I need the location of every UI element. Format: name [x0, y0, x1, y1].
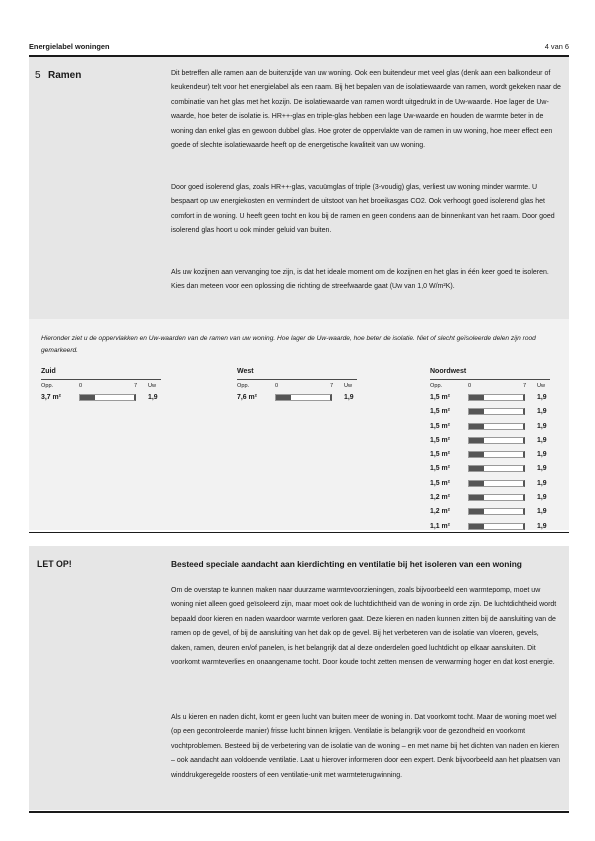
window-row [430, 406, 560, 420]
table-intro: Hieronder ziet u de oppervlakken en Uw-waarden van de ramen van uw woning. Hoe lager de Uw-waarde, hoe beter de isolatie. Niet of slecht geïsoleerde delen zijn rood gemarkeerd. [41, 335, 536, 354]
uw-bar-fill [469, 495, 484, 500]
window-area: 1,2 m² [430, 494, 450, 502]
orientation-column-zuid [41, 368, 171, 406]
page-header [29, 42, 569, 54]
uw-value: 1,9 [537, 508, 547, 516]
scale-min: 0 [468, 383, 472, 389]
uw-bar [275, 394, 332, 401]
window-area: 1,5 m² [430, 394, 450, 401]
orientation-column-west [237, 368, 367, 406]
uw-bar-fill [469, 524, 484, 529]
orientation-name: West [237, 368, 254, 375]
paragraph: Dit betreffen alle ramen aan de buitenzijde van uw woning. Ook een buitendeur met veel glas (denk aan een balkondeur of keukendeur) telt voor het energielabel als een raam. Bij het bepalen van de isolatiewaarde van ramen, wordt gekeken naar de combinatie van het glas met het kozijn. De isolatiewaarde van ramen wordt uitgedrukt in de Uw-waarde. Hoe lager de Uw-waarde, hoe beter de isolatie is. HR++-glas en triple-glas hebben een lage Uw-waarde en houden de warmte beter in de woning dan enkel glas en gewoon dubbel glas. Hoe groter de oppervlakte van de ramen in uw woning, hoe meer effect een goede of slechte isolatiewaarde heeft op de energetische kwaliteit van uw woning. [171, 70, 561, 150]
scale-label-uw: Uw [148, 383, 157, 389]
uw-bar [468, 494, 525, 501]
scale-header [41, 380, 171, 392]
window-area: 3,7 m² [41, 394, 61, 401]
window-area: 1,5 m² [430, 465, 450, 473]
window-row [430, 492, 560, 506]
notice-heading: Besteed speciale aandacht aan kierdichting en ventilatie bij het isoleren van een woning [171, 559, 522, 569]
uw-bar [79, 394, 136, 401]
scale-max: 7 [134, 383, 138, 389]
window-area: 1,5 m² [430, 408, 450, 416]
uw-value: 1,9 [537, 422, 547, 430]
scale-max: 7 [523, 383, 527, 389]
table-bottom-rule [29, 532, 569, 533]
uw-bar [468, 437, 525, 444]
uw-bar-fill [469, 395, 484, 400]
paragraph: Om de overstap te kunnen maken naar duurzame warmtevoorzieningen, zoals bijvoorbeeld een warmtepomp, moet uw woning niet alleen goed geïsoleerd zijn, maar moet ook de luchtdichtheid van de woning in orde zijn. De luchtdichtheid wordt bepaald door kieren en naden waardoor warmte verloren gaat. Deze kieren en naden kunnen zitten bij de aansluiting van de ramen op de gevel, of bij de aansluiting van het dak op de gevel. Bij het verbeteren van de isolatie van vloeren, gevels, daken, ramen, deuren en/of panelen, is het belangrijk dat al deze onderdelen goed luchtdicht op elkaar aansluiten. Dit voorkomt warmteverlies en onaangename tocht. Door koude tocht zetten mensen de verwarming hoger en dat kost energie. [171, 587, 557, 667]
window-row [430, 463, 560, 477]
uw-bar [468, 423, 525, 430]
footer-rule [29, 811, 569, 813]
window-row [41, 392, 171, 406]
scale-label-opp: Opp. [430, 383, 443, 389]
uw-value: 1,9 [148, 394, 158, 401]
uw-value: 1,9 [537, 408, 547, 416]
uw-value: 1,9 [537, 451, 547, 459]
page-number: 4 van 6 [544, 42, 569, 51]
window-rows [237, 392, 367, 406]
window-area: 1,5 m² [430, 422, 450, 430]
window-area: 1,5 m² [430, 436, 450, 444]
window-row [430, 421, 560, 435]
uw-value: 1,9 [537, 494, 547, 502]
window-row [237, 392, 367, 406]
uw-bar-fill [469, 466, 484, 471]
window-area: 1,1 m² [430, 522, 450, 530]
uw-bar-fill [276, 395, 291, 400]
window-row [430, 435, 560, 449]
uw-bar-fill [469, 452, 484, 457]
window-row [430, 449, 560, 463]
scale-min: 0 [275, 383, 279, 389]
uw-bar [468, 394, 525, 401]
notice-label: LET OP! [37, 559, 72, 569]
scale-label-opp: Opp. [41, 383, 54, 389]
uw-bar [468, 408, 525, 415]
paragraph: Door goed isolerend glas, zoals HR++-glas, vacuümglas of triple (3-voudig) glas, verliest uw woning minder warmte. U bespaart op uw energiekosten en vermindert de uitstoot van het broeikasgas CO2. Ook verhoogt goed isolerend glas het comfort in de woning. U heeft geen tocht en kou bij de ramen en geen condens aan de binnenkant van het raam. Door goed isolerend glas hoort u ook minder geluid van buiten. [171, 184, 555, 235]
uw-bar-fill [469, 481, 484, 486]
window-row [430, 478, 560, 492]
uw-value: 1,9 [537, 394, 547, 401]
window-row [430, 392, 560, 406]
scale-label-uw: Uw [537, 383, 546, 389]
scale-header [430, 380, 560, 392]
paragraph: Als uw kozijnen aan vervanging toe zijn, is dat het ideale moment om de kozijnen en het glas in één keer goed te isoleren. Kies dan meteen voor een oplossing die richting de streefwaarde gaat (Uw van 1,0 W/m²K). [171, 269, 549, 291]
window-area: 1,5 m² [430, 451, 450, 459]
uw-value: 1,9 [537, 479, 547, 487]
window-area: 7,6 m² [237, 394, 257, 401]
uw-bar [468, 451, 525, 458]
window-rows [41, 392, 171, 406]
uw-bar-fill [469, 509, 484, 514]
scale-label-uw: Uw [344, 383, 353, 389]
uw-bar-fill [469, 438, 484, 443]
uw-bar [468, 508, 525, 515]
window-area: 1,2 m² [430, 508, 450, 516]
scale-label-opp: Opp. [237, 383, 250, 389]
scale-max: 7 [330, 383, 334, 389]
uw-bar [468, 480, 525, 487]
uw-value: 1,9 [537, 436, 547, 444]
window-row [430, 506, 560, 520]
scale-header [237, 380, 367, 392]
uw-bar-fill [469, 424, 484, 429]
document-title: Energielabel woningen [29, 42, 110, 51]
paragraph: Als u kieren en naden dicht, komt er geen lucht van buiten meer de woning in. Dat voorkomt tocht. Maar de woning moet wel (op een gecontroleerde manier) frisse lucht binnen krijgen. Ventilatie is belangrijk voor de gezondheid en voorkomt vochtproblemen. Besteed bij de verbetering van de isolatie van de woning – en met name bij het dichten van naden en kieren – ook aandacht aan voldoende ventilatie. Laat u hierover informeren door een expert. Denk bijvoorbeeld aan het plaatsen van winddrukgeregelde roosters of een ventilatie-unit met warmteterugwinning. [171, 714, 561, 779]
orientation-name: Noordwest [430, 368, 467, 375]
window-rows [430, 392, 560, 535]
uw-bar-fill [469, 409, 484, 414]
orientation-name: Zuid [41, 368, 56, 375]
window-area: 1,5 m² [430, 479, 450, 487]
section-number: 5 [35, 70, 41, 81]
scale-min: 0 [79, 383, 83, 389]
section-title: Ramen [48, 70, 82, 81]
orientation-column-noordwest [430, 368, 560, 535]
uw-value: 1,9 [537, 522, 547, 530]
uw-bar [468, 523, 525, 530]
uw-value: 1,9 [344, 394, 354, 401]
uw-value: 1,9 [537, 465, 547, 473]
uw-bar-fill [80, 395, 95, 400]
uw-bar [468, 465, 525, 472]
